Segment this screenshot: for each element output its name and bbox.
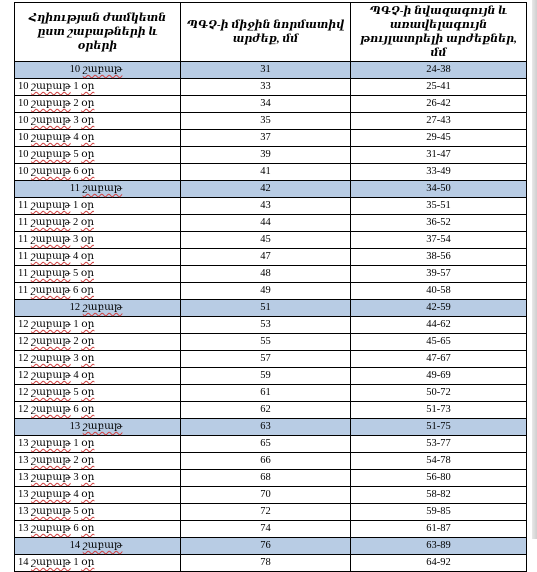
cell-gestational-age: [15, 113, 181, 130]
spellcheck-word: օր: [81, 523, 95, 534]
spellcheck-word: շաբաթ: [31, 438, 71, 449]
cell-gestational-age: [15, 453, 181, 470]
age-number: 1: [73, 557, 79, 568]
spellcheck-word: օր: [80, 285, 94, 296]
age-number: 12: [69, 302, 81, 313]
spellcheck-word: օր: [81, 438, 95, 449]
header-gestational-age: Հղիության ժամկետն ըստ շաբաթների և օրերի: [15, 3, 181, 62]
cell-mean-crl: 51: [181, 300, 351, 317]
cell-range-crl: 51-73: [351, 402, 527, 419]
cell-mean-crl: 78: [181, 555, 351, 572]
age-number: 12: [18, 370, 29, 381]
spellcheck-word: շաբաթ: [31, 336, 71, 347]
spellcheck-word: օր: [80, 268, 94, 279]
cell-range-crl: 35-51: [351, 198, 527, 215]
cell-gestational-age: [15, 555, 181, 572]
cell-mean-crl: 74: [181, 521, 351, 538]
table-row: [15, 351, 527, 368]
cell-mean-crl: 66: [181, 453, 351, 470]
spellcheck-word: շաբաթ: [31, 387, 71, 398]
cell-gestational-age: [15, 181, 181, 198]
cell-mean-crl: 65: [181, 436, 351, 453]
cell-range-crl: 40-58: [351, 283, 527, 300]
cell-mean-crl: 76: [181, 538, 351, 555]
age-number: 10: [18, 81, 29, 92]
cell-range-crl: 58-82: [351, 487, 527, 504]
spellcheck-word: օր: [81, 455, 95, 466]
table-row: [15, 317, 527, 334]
cell-gestational-age: [15, 470, 181, 487]
cell-range-crl: 45-65: [351, 334, 527, 351]
spellcheck-word: շաբաթ: [82, 421, 123, 432]
spellcheck-word: օր: [81, 115, 95, 126]
spellcheck-word: օր: [80, 200, 94, 211]
spellcheck-word: օր: [81, 353, 95, 364]
cell-gestational-age: [15, 351, 181, 368]
age-number: 5: [73, 387, 79, 398]
cell-range-crl: 59-85: [351, 504, 527, 521]
cell-gestational-age: [15, 538, 181, 555]
spellcheck-word: շաբաթ: [82, 540, 123, 551]
age-number: 14: [69, 540, 81, 551]
age-number: 13: [18, 472, 29, 483]
table-row: [15, 79, 527, 96]
table-row-week: [15, 300, 527, 317]
spellcheck-word: օր: [81, 166, 95, 177]
age-number: 3: [73, 472, 79, 483]
cell-gestational-age: [15, 487, 181, 504]
cell-range-crl: 42-59: [351, 300, 527, 317]
table-row-week: [15, 419, 527, 436]
spellcheck-word: շաբաթ: [31, 557, 71, 568]
cell-mean-crl: 37: [181, 130, 351, 147]
cell-mean-crl: 35: [181, 113, 351, 130]
cell-mean-crl: 45: [181, 232, 351, 249]
age-number: 4: [72, 251, 79, 262]
cell-mean-crl: 63: [181, 419, 351, 436]
age-number: 13: [18, 506, 29, 517]
cell-range-crl: 33-49: [351, 164, 527, 181]
cell-gestational-age: [15, 419, 181, 436]
cell-gestational-age: [15, 198, 181, 215]
age-number: 13: [18, 523, 29, 534]
cell-range-crl: 25-41: [351, 79, 527, 96]
spellcheck-word: օր: [81, 98, 95, 109]
age-number: 10: [69, 64, 81, 75]
cell-gestational-age: [15, 62, 181, 79]
cell-gestational-age: [15, 436, 181, 453]
spellcheck-word: շաբաթ: [31, 404, 71, 415]
cell-gestational-age: [15, 402, 181, 419]
age-number: 10: [18, 98, 29, 109]
cell-mean-crl: 41: [181, 164, 351, 181]
spellcheck-word: շաբաթ: [31, 149, 71, 160]
age-number: 5: [73, 506, 79, 517]
age-number: 11: [18, 268, 29, 279]
spellcheck-word: շաբաթ: [30, 200, 71, 211]
table-row: [15, 96, 527, 113]
age-number: 6: [73, 523, 79, 534]
age-number: 13: [18, 489, 29, 500]
age-number: 11: [18, 200, 29, 211]
table-row: [15, 164, 527, 181]
cell-range-crl: 34-50: [351, 181, 527, 198]
cell-mean-crl: 43: [181, 198, 351, 215]
cell-gestational-age: [15, 147, 181, 164]
table-row: [15, 521, 527, 538]
age-number: 4: [73, 489, 79, 500]
spellcheck-word: շաբաթ: [30, 268, 71, 279]
cell-range-crl: 51-75: [351, 419, 527, 436]
age-number: 10: [18, 166, 29, 177]
spellcheck-word: շաբաթ: [82, 302, 123, 313]
table-row: [15, 555, 527, 572]
spellcheck-word: շաբաթ: [31, 455, 71, 466]
cell-mean-crl: 39: [181, 147, 351, 164]
age-number: 5: [72, 268, 79, 279]
cell-range-crl: 47-67: [351, 351, 527, 368]
spellcheck-word: օր: [80, 234, 94, 245]
table-row: [15, 436, 527, 453]
cell-mean-crl: 47: [181, 249, 351, 266]
cell-gestational-age: [15, 232, 181, 249]
cell-range-crl: 29-45: [351, 130, 527, 147]
table-row: [15, 470, 527, 487]
spellcheck-word: օր: [81, 132, 95, 143]
cell-mean-crl: 53: [181, 317, 351, 334]
age-number: 3: [73, 115, 79, 126]
spellcheck-word: օր: [81, 81, 95, 92]
age-number: 1: [73, 438, 79, 449]
cell-range-crl: 36-52: [351, 215, 527, 232]
cell-range-crl: 31-47: [351, 147, 527, 164]
age-number: 6: [72, 285, 79, 296]
cell-gestational-age: [15, 130, 181, 147]
age-number: 1: [73, 81, 79, 92]
spellcheck-word: շաբաթ: [31, 523, 71, 534]
spellcheck-word: շաբաթ: [31, 319, 71, 330]
spellcheck-word: շաբաթ: [30, 217, 71, 228]
spellcheck-word: շաբաթ: [30, 251, 71, 262]
cell-gestational-age: [15, 504, 181, 521]
cell-range-crl: 27-43: [351, 113, 527, 130]
age-number: 5: [73, 149, 79, 160]
cell-range-crl: 56-80: [351, 470, 527, 487]
spellcheck-word: օր: [80, 217, 94, 228]
spellcheck-word: շաբաթ: [31, 98, 71, 109]
table-row: [15, 453, 527, 470]
table-row: [15, 215, 527, 232]
age-number: 11: [69, 183, 80, 194]
age-number: 2: [73, 455, 79, 466]
cell-gestational-age: [15, 215, 181, 232]
cell-range-crl: 44-62: [351, 317, 527, 334]
age-number: 1: [72, 200, 79, 211]
cell-gestational-age: [15, 96, 181, 113]
spellcheck-word: օր: [81, 387, 95, 398]
cell-range-crl: 37-54: [351, 232, 527, 249]
cell-mean-crl: 55: [181, 334, 351, 351]
table-row: [15, 249, 527, 266]
cell-mean-crl: 62: [181, 402, 351, 419]
age-number: 2: [73, 336, 79, 347]
age-number: 11: [18, 217, 29, 228]
cell-gestational-age: [15, 385, 181, 402]
cell-mean-crl: 68: [181, 470, 351, 487]
age-number: 12: [18, 319, 29, 330]
age-number: 4: [73, 132, 79, 143]
table-body: [15, 62, 527, 572]
age-number: 3: [72, 234, 79, 245]
spellcheck-word: օր: [81, 336, 95, 347]
spellcheck-word: շաբաթ: [30, 285, 71, 296]
spellcheck-word: շաբաթ: [31, 353, 71, 364]
cell-range-crl: 26-42: [351, 96, 527, 113]
age-number: 13: [69, 421, 81, 432]
age-number: 12: [18, 353, 29, 364]
age-number: 13: [18, 438, 29, 449]
cell-mean-crl: 59: [181, 368, 351, 385]
cell-range-crl: 53-77: [351, 436, 527, 453]
cell-gestational-age: [15, 164, 181, 181]
spellcheck-word: օր: [81, 319, 95, 330]
table-row: [15, 283, 527, 300]
age-number: 12: [18, 336, 29, 347]
header-mean-crl: ՊԳՉ-ի միջին նորմատիվ արժեք, մմ: [181, 3, 351, 62]
cell-range-crl: 61-87: [351, 521, 527, 538]
spellcheck-word: շաբաթ: [30, 234, 71, 245]
cell-mean-crl: 33: [181, 79, 351, 96]
cell-mean-crl: 44: [181, 215, 351, 232]
table-row-week: [15, 62, 527, 79]
cell-gestational-age: [15, 521, 181, 538]
table-row: [15, 198, 527, 215]
age-number: 1: [73, 319, 79, 330]
cell-gestational-age: [15, 283, 181, 300]
cell-mean-crl: 61: [181, 385, 351, 402]
age-number: 12: [18, 387, 29, 398]
age-number: 10: [18, 132, 29, 143]
spellcheck-word: օր: [80, 251, 94, 262]
window-edge: [532, 0, 537, 539]
spellcheck-word: շաբաթ: [82, 183, 123, 194]
spellcheck-word: շաբաթ: [31, 81, 71, 92]
cell-range-crl: 64-92: [351, 555, 527, 572]
age-number: 2: [73, 98, 79, 109]
spellcheck-word: շաբաթ: [31, 506, 71, 517]
table-row: [15, 368, 527, 385]
cell-gestational-age: [15, 368, 181, 385]
age-number: 6: [73, 404, 79, 415]
crl-norms-table: [14, 2, 527, 572]
table-row: [15, 334, 527, 351]
table-row-week: [15, 538, 527, 555]
table-row: [15, 402, 527, 419]
spellcheck-word: օր: [81, 472, 95, 483]
age-number: 3: [73, 353, 79, 364]
cell-gestational-age: [15, 317, 181, 334]
cell-gestational-age: [15, 300, 181, 317]
cell-gestational-age: [15, 266, 181, 283]
table-row: [15, 504, 527, 521]
cell-mean-crl: 42: [181, 181, 351, 198]
header-min-max-crl: ՊԳՉ-ի նվազագույն և առավելագույն թույլատրելի արժեքներ, մմ: [351, 3, 527, 62]
cell-mean-crl: 49: [181, 283, 351, 300]
age-number: 4: [73, 370, 79, 381]
table-row: [15, 147, 527, 164]
cell-mean-crl: 70: [181, 487, 351, 504]
cell-mean-crl: 57: [181, 351, 351, 368]
spellcheck-word: օր: [81, 149, 95, 160]
cell-range-crl: 39-57: [351, 266, 527, 283]
age-number: 14: [18, 557, 29, 568]
spellcheck-word: շաբաթ: [31, 489, 71, 500]
cell-gestational-age: [15, 334, 181, 351]
age-number: 10: [18, 115, 29, 126]
spellcheck-word: շաբաթ: [31, 166, 71, 177]
cell-mean-crl: 31: [181, 62, 351, 79]
spellcheck-word: շաբաթ: [31, 115, 71, 126]
age-number: 11: [18, 285, 29, 296]
age-number: 6: [73, 166, 79, 177]
spellcheck-word: շաբաթ: [82, 64, 123, 75]
cell-range-crl: 54-78: [351, 453, 527, 470]
spellcheck-word: շաբաթ: [31, 132, 71, 143]
cell-gestational-age: [15, 249, 181, 266]
age-number: 2: [72, 217, 79, 228]
age-number: 11: [18, 234, 29, 245]
spellcheck-word: օր: [81, 370, 95, 381]
age-number: 11: [18, 251, 29, 262]
table-row: [15, 130, 527, 147]
spellcheck-word: շաբաթ: [31, 370, 71, 381]
cell-mean-crl: 72: [181, 504, 351, 521]
cell-range-crl: 49-69: [351, 368, 527, 385]
table-header-row: [15, 3, 527, 62]
table-row: [15, 113, 527, 130]
cell-mean-crl: 34: [181, 96, 351, 113]
spellcheck-word: օր: [81, 489, 95, 500]
cell-range-crl: 63-89: [351, 538, 527, 555]
table-row: [15, 385, 527, 402]
cell-range-crl: 38-56: [351, 249, 527, 266]
cell-range-crl: 24-38: [351, 62, 527, 79]
cell-range-crl: 50-72: [351, 385, 527, 402]
age-number: 13: [18, 455, 29, 466]
cell-mean-crl: 48: [181, 266, 351, 283]
spellcheck-word: օր: [81, 404, 95, 415]
table-row: [15, 487, 527, 504]
spellcheck-word: օր: [81, 557, 95, 568]
spellcheck-word: օր: [81, 506, 95, 517]
spellcheck-word: շաբաթ: [31, 472, 71, 483]
age-number: 12: [18, 404, 29, 415]
table-row-week: [15, 181, 527, 198]
table-row: [15, 232, 527, 249]
cell-gestational-age: [15, 79, 181, 96]
table-row: [15, 266, 527, 283]
age-number: 10: [18, 149, 29, 160]
